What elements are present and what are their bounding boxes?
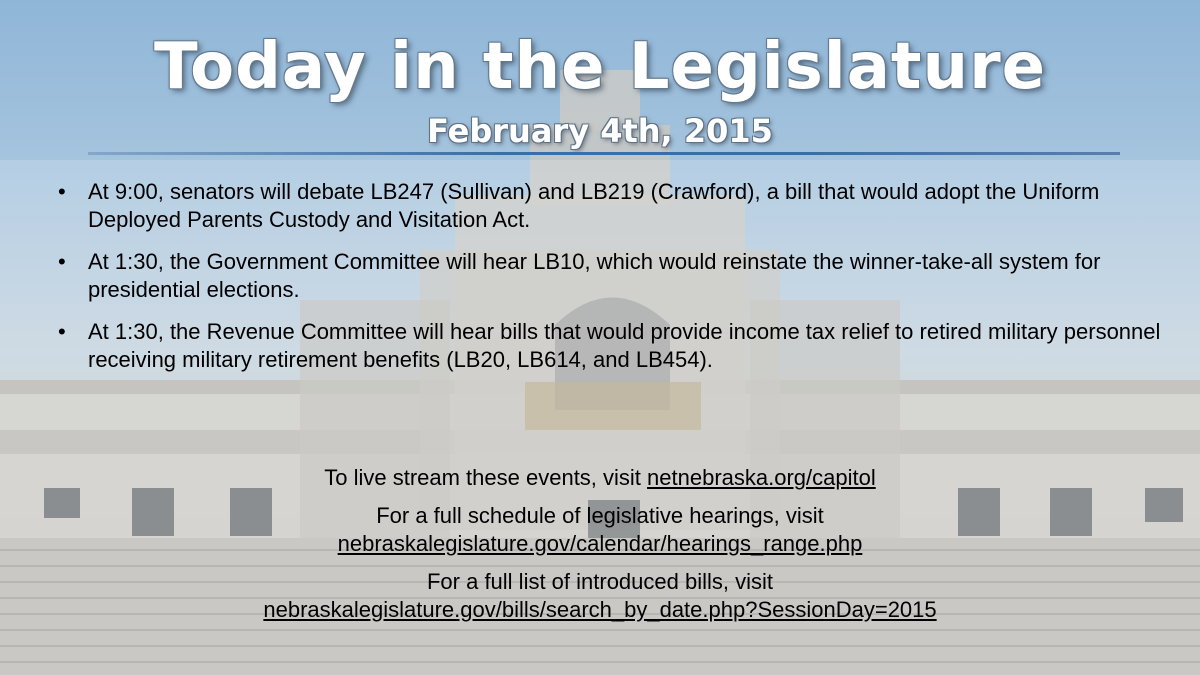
title-divider	[88, 152, 1120, 155]
bullet-icon: •	[58, 249, 66, 274]
slide-date: February 4th, 2015	[427, 112, 773, 150]
bullet-icon: •	[58, 179, 66, 204]
agenda-list	[58, 178, 1168, 388]
bills-text: For a full list of introduced bills, visit	[426, 569, 774, 594]
live-stream-text: To live stream these events, visit	[324, 465, 641, 490]
bullet-icon: •	[58, 319, 66, 344]
agenda-item-text: At 1:30, the Government Committee will hear LB10, which would reinstate the winner-take-all system for presidential elections.	[88, 249, 1101, 302]
live-stream-link[interactable]: netnebraska.org/capitol	[647, 465, 876, 490]
bills-link[interactable]: nebraskalegislature.gov/bills/search_by_date.php?SessionDay=2015	[263, 597, 937, 622]
hearings-text: For a full schedule of legislative hearings, visit	[376, 503, 824, 528]
agenda-item-text: At 9:00, senators will debate LB247 (Sullivan) and LB219 (Crawford), a bill that would adopt the Uniform Deployed Parents Custody and Visitation Act.	[88, 179, 1100, 232]
agenda-item	[58, 248, 1168, 304]
resource-links	[0, 464, 1200, 634]
slide-title: Today in the Legislature	[153, 30, 1047, 104]
hearings-link[interactable]: nebraskalegislature.gov/calendar/hearings_range.php	[337, 531, 863, 556]
agenda-item	[58, 178, 1168, 234]
live-stream-line	[0, 464, 1200, 492]
bills-line	[0, 568, 1200, 624]
agenda-item	[58, 318, 1168, 374]
hearings-line	[0, 502, 1200, 558]
agenda-item-text: At 1:30, the Revenue Committee will hear bills that would provide income tax relief to retired military personnel receiving military retirement benefits (LB20, LB614, and LB454).	[88, 319, 1161, 372]
